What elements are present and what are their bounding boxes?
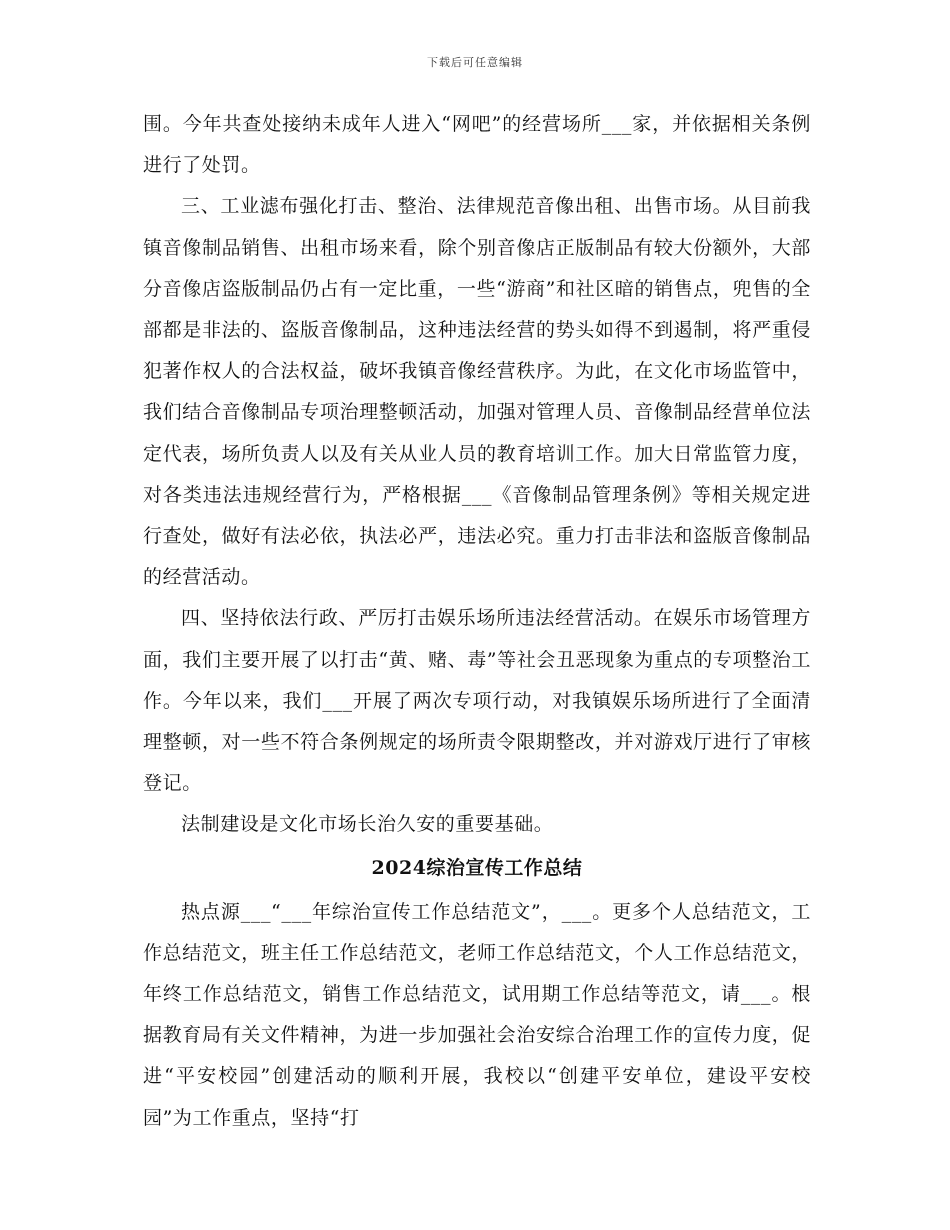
paragraph-continuation: 围。今年共查处接纳未成年人进入“网吧”的经营场所___家，并依据相关条例进行了处罚。	[143, 113, 811, 177]
paragraph-item-four: 四、坚持依法行政、严厉打击娱乐场所违法经营活动。在娱乐市场管理方面，我们主要开展了以打击“黄、赌、毒”等社会丑恶现象为重点的专项整治工作。今年以来，我们___开展了两次专项行动，对我镇娱乐场所进行了全面清理整顿，对一些不符合条例规定的场所责令限期整改，并对游戏厅进行了审核登记。	[143, 607, 811, 795]
paragraph-legal-basis: 法制建设是文化市场长治久安的重要基础。	[181, 813, 554, 836]
section-paragraph-intro: 热点源___“___年综治宣传工作总结范文”，___。更多个人总结范文，工作总结范文，班主任工作总结范文，老师工作总结范文，个人工作总结范文，年终工作总结范文，销售工作总结范文，试用期工作总结等范文，请___。根据教育局有关文件精神，为进一步加强社会治安综合治理工作的宣传力度，促进“平安校园”创建活动的顺利开展，我校以“创建平安单位，建设平安校园”为工作重点，坚持“打	[143, 900, 811, 1129]
page-header-note: 下载后可任意编辑	[427, 56, 523, 69]
paragraph-item-three: 三、工业滤布强化打击、整治、法律规范音像出租、出售市场。从目前我镇音像制品销售、出租市场来看，除个别音像店正版制品有较大份额外，大部分音像店盗版制品仍占有一定比重，一些“游商”和社区暗的销售点，兜售的全部都是非法的、盗版音像制品，这种违法经营的势头如得不到遏制，将严重侵犯著作权人的合法权益，破坏我镇音像经营秩序。为此，在文化市场监管中，我们结合音像制品专项治理整顿活动，加强对管理人员、音像制品经营单位法定代表，场所负责人以及有关从业人员的教育培训工作。加大日常监管力度，对各类违法违规经营行为，严格根据___《音像制品管理条例》等相关规定进行查处，做好有法必依，执法必严，违法必究。重力打击非法和盗版音像制品的经营活动。	[143, 195, 811, 589]
section-title: 2024综治宣传工作总结	[371, 856, 583, 879]
document-body	[143, 104, 811, 1139]
